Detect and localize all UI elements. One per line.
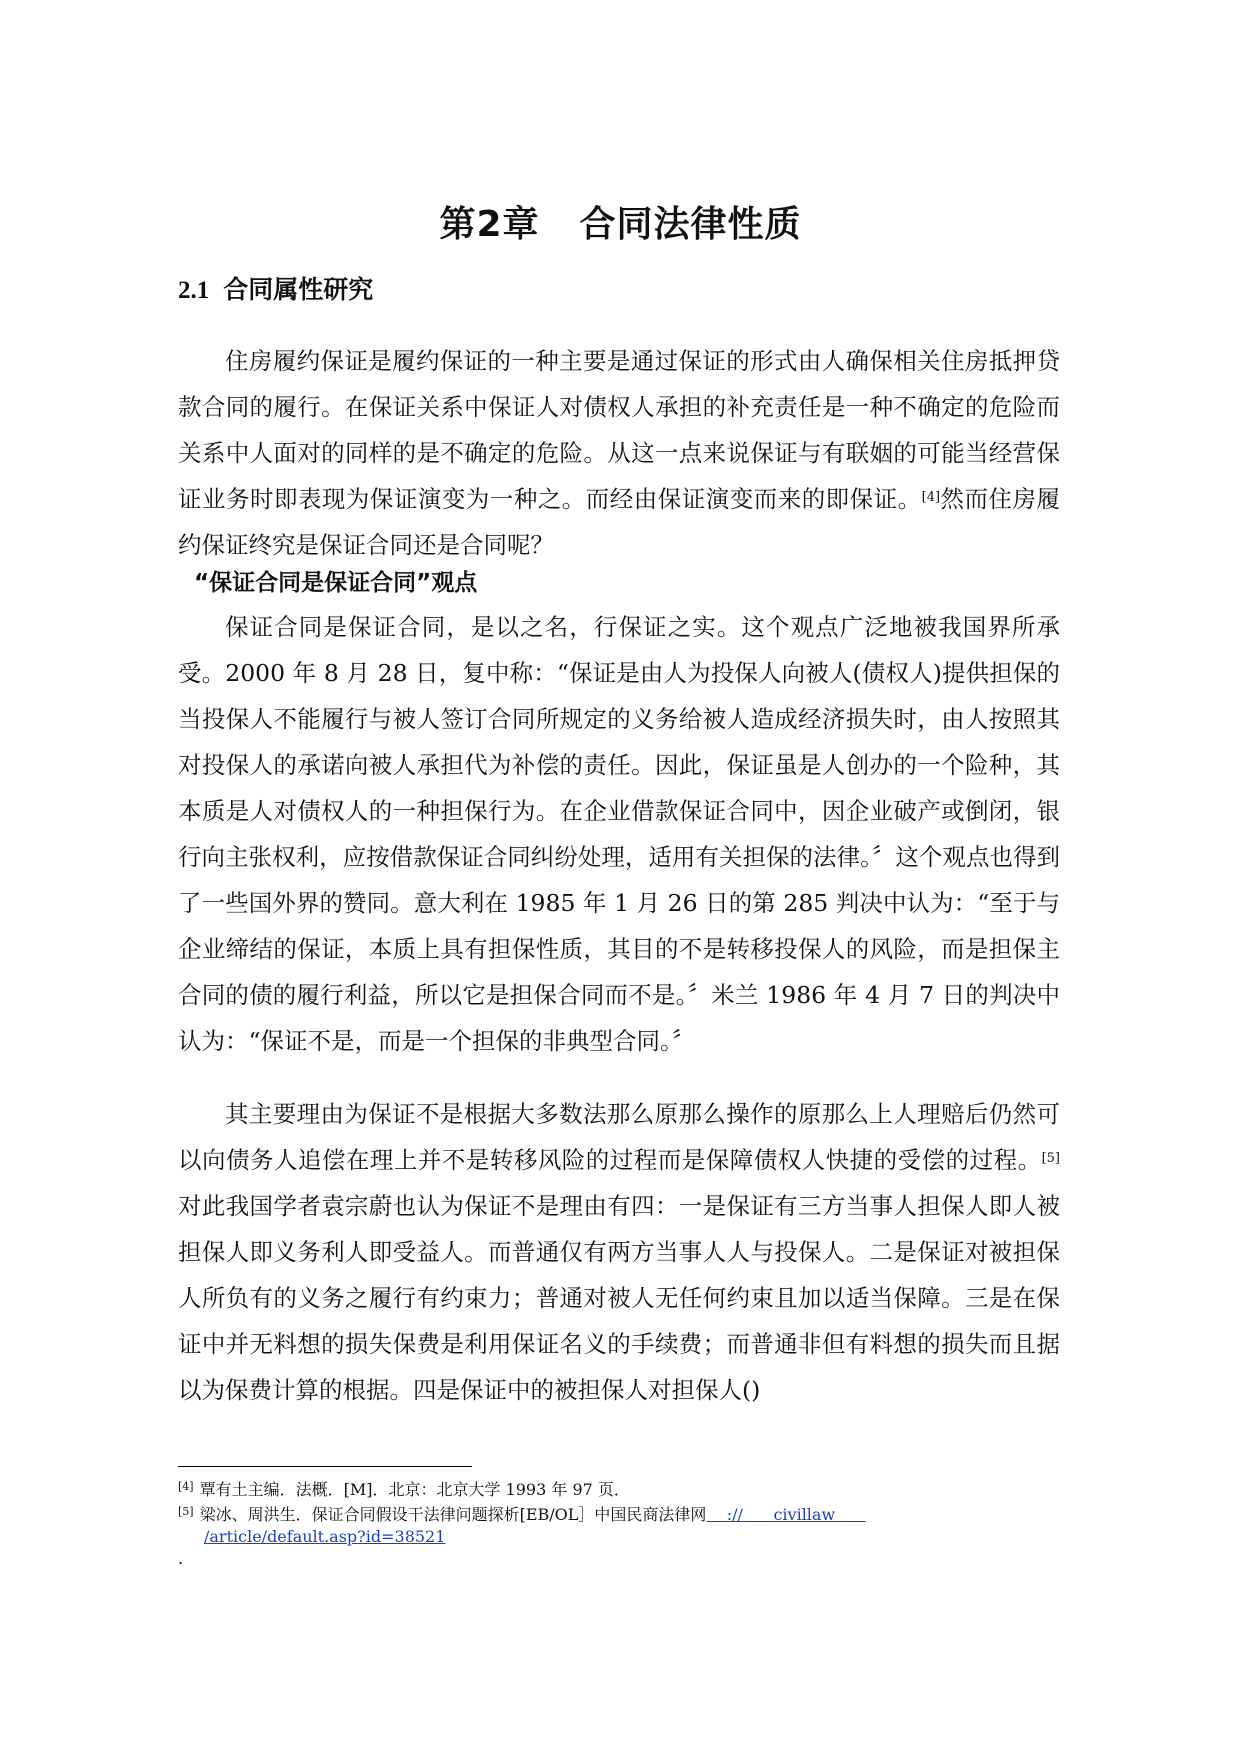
subheading: “保证合同是保证合同”观点 bbox=[194, 570, 478, 596]
footnote-4-text: 覃有土主编．法概．[M]．北京：北京大学 1993 年 97 页． bbox=[199, 1480, 630, 1499]
footnote-5 bbox=[178, 1501, 1058, 1548]
footnotes bbox=[178, 1476, 1058, 1570]
paragraph-3-text-b: 对此我国学者袁宗蔚也认为保证不是理由有四：一是保证有三方当事人担保人即人被担保人即义务利人即受益人。而普通仅有两方当事人人与投保人。二是保证对被担保人所负有的义务之履行有约束力；普通对被人无任何约束且加以适当保障。三是在保证中并无料想的损失保费是利用保证名义的手续费；而普通非但有料想的损失而且据以为保费计算的根据。四是保证中的被担保人对担保人() bbox=[178, 1192, 1060, 1404]
footnote-divider bbox=[178, 1466, 472, 1467]
paragraph-1-text-a: 住房履约保证是履约保证的一种主要是通过保证的形式由人确保相关住房抵押贷款合同的履行。在保证关系中保证人对债权人承担的补充责任是一种不确定的危险而关系中人面对的同样的是不确定的危险。从这一点来说保证与有联姻的可能当经营保证业务时即表现为保证演变为一种之。而经由保证演变而来的即保证。 bbox=[178, 347, 1060, 513]
paragraph-2: 保证合同是保证合同，是以之名，行保证之实。这个观点广泛地被我国界所承受。2000 年 8 月 28 日，复中称：“保证是由人为投保人向被人(债权人)提供担保的当投保人不能履行与被人签订合同所规定的义务给被人造成经济损失时，由人按照其对投保人的承诺向被人承担代为补偿的责任。因此，保证虽是人创办的一个险种，其本质是人对债权人的一种担保行为。在企业借款保证合同中，因企业破产或倒闭，银行向主张权利，应按借款保证合同纠纷处理，适用有关担保的法律。〞这个观点也得到了一些国外界的赞同。意大利在 1985 年 1 月 26 日的第 285 判决中认为：“至于与企业缔结的保证，本质上具有担保性质，其目的不是转移投保人的风险，而是担保主合同的债的履行利益，所以它是担保合同而不是。〞米兰 1986 年 4 月 7 日的判决中认为：“保证不是，而是一个担保的非典型合同。〞 bbox=[178, 613, 1060, 1055]
paragraph-3-text-a: 其主要理由为保证不是根据大多数法那么原那么操作的原那么上人理赔后仍然可以向债务人追偿在理上并不是转移风险的过程而是保障债权人快捷的受偿的过程。 bbox=[178, 1100, 1060, 1174]
footnote-5-link-path[interactable]: /article/default.asp?id=38521 bbox=[204, 1527, 446, 1546]
chapter-title bbox=[0, 196, 1241, 247]
footnote-trailing-dot: . bbox=[178, 1549, 184, 1568]
paragraph-1-text-b: 然而住房履约保证终究是保证合同还是合同呢？ bbox=[178, 485, 1061, 559]
footnote-4-mark: [4] bbox=[178, 1480, 194, 1493]
section-number: 2.1 bbox=[178, 277, 210, 304]
section-title bbox=[178, 270, 373, 306]
paragraph-1 bbox=[178, 338, 1060, 568]
chapter-number: 第2章 bbox=[439, 204, 540, 245]
section-name: 合同属性研究 bbox=[223, 275, 374, 304]
footnote-4 bbox=[178, 1476, 1058, 1501]
footnote-5-text: 梁冰、周洪生．保证合同假设干法律问题探析[EB/OL］中国民商法律网 bbox=[199, 1505, 707, 1524]
paragraph-3 bbox=[178, 1091, 1060, 1413]
chapter-name: 合同法律性质 bbox=[579, 204, 802, 245]
footnote-5-mark: [5] bbox=[178, 1505, 194, 1518]
citation-4[interactable]: [4] bbox=[921, 490, 941, 505]
citation-5[interactable]: [5] bbox=[1041, 1151, 1060, 1166]
footnote-5-link[interactable]: :// civillaw bbox=[706, 1505, 866, 1524]
